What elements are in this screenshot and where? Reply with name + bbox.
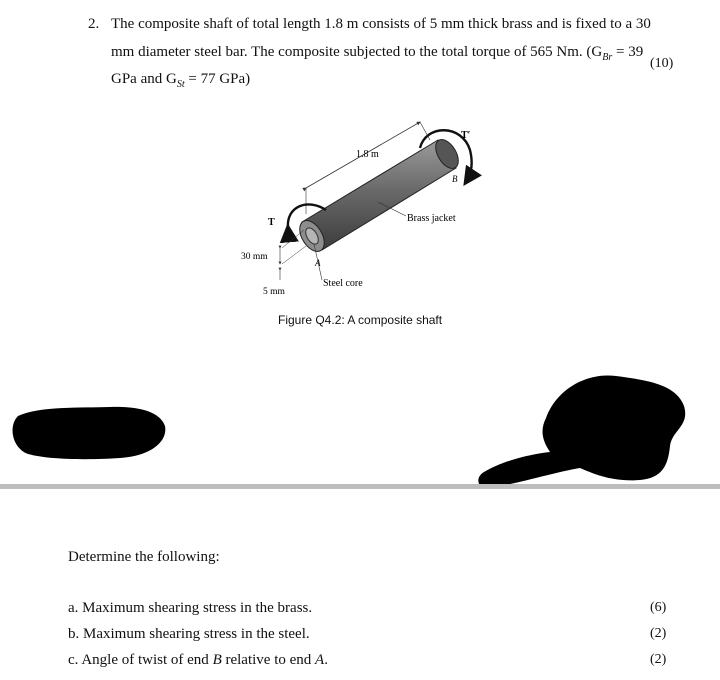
question-line-2-end: = 39 [612, 44, 644, 60]
task-c-var-a: A [315, 652, 325, 668]
redaction-blot-right [476, 360, 690, 500]
redaction-blot-left [10, 402, 166, 462]
steel-subscript: St [176, 79, 185, 90]
tasks-intro: Determine the following: [68, 549, 220, 565]
figure-caption: Figure Q4.2: A composite shaft [278, 313, 443, 327]
task-c-text-1: c. Angle of twist of end [68, 652, 213, 668]
question-line-2 [111, 44, 643, 63]
question-line-2-text: mm diameter steel bar. The composite subjected to the total torque of 565 Nm. (G [111, 44, 603, 60]
question-line-3-text: GPa and G [111, 71, 177, 87]
steel-core-label: Steel core [323, 278, 363, 289]
task-c-marks: (2) [650, 652, 667, 667]
torque-left-label: T [268, 217, 275, 228]
task-a: a. Maximum shearing stress in the brass. [68, 600, 313, 616]
task-c-text-2: relative to end [221, 652, 316, 668]
task-b-marks: (2) [650, 626, 667, 641]
end-a-label: A [315, 258, 321, 268]
composite-shaft-figure [230, 118, 490, 308]
question-number: 2. [88, 16, 100, 32]
question-line-3 [111, 71, 250, 90]
brass-subscript: Br [602, 52, 613, 63]
question-line-1: The composite shaft of total length 1.8 m consists of 5 mm thick brass and is fixed to a 30 [111, 16, 651, 32]
task-c-text-3: . [324, 652, 328, 668]
task-b: b. Maximum shearing stress in the steel. [68, 626, 310, 642]
task-a-marks: (6) [650, 600, 667, 615]
length-label: 1.8 m [356, 149, 379, 160]
question-line-3-end: = 77 GPa) [184, 71, 251, 87]
torque-right-label: T′ [461, 130, 471, 141]
task-c [68, 652, 328, 669]
thickness-label: 5 mm [263, 287, 285, 297]
shaft-body [295, 136, 463, 256]
diameter-label: 30 mm [241, 252, 268, 262]
question-marks: (10) [650, 56, 674, 71]
task-c-var-b: B [212, 652, 222, 668]
brass-jacket-label: Brass jacket [407, 213, 456, 224]
end-b-label: B [452, 174, 458, 184]
page-divider [0, 484, 720, 489]
